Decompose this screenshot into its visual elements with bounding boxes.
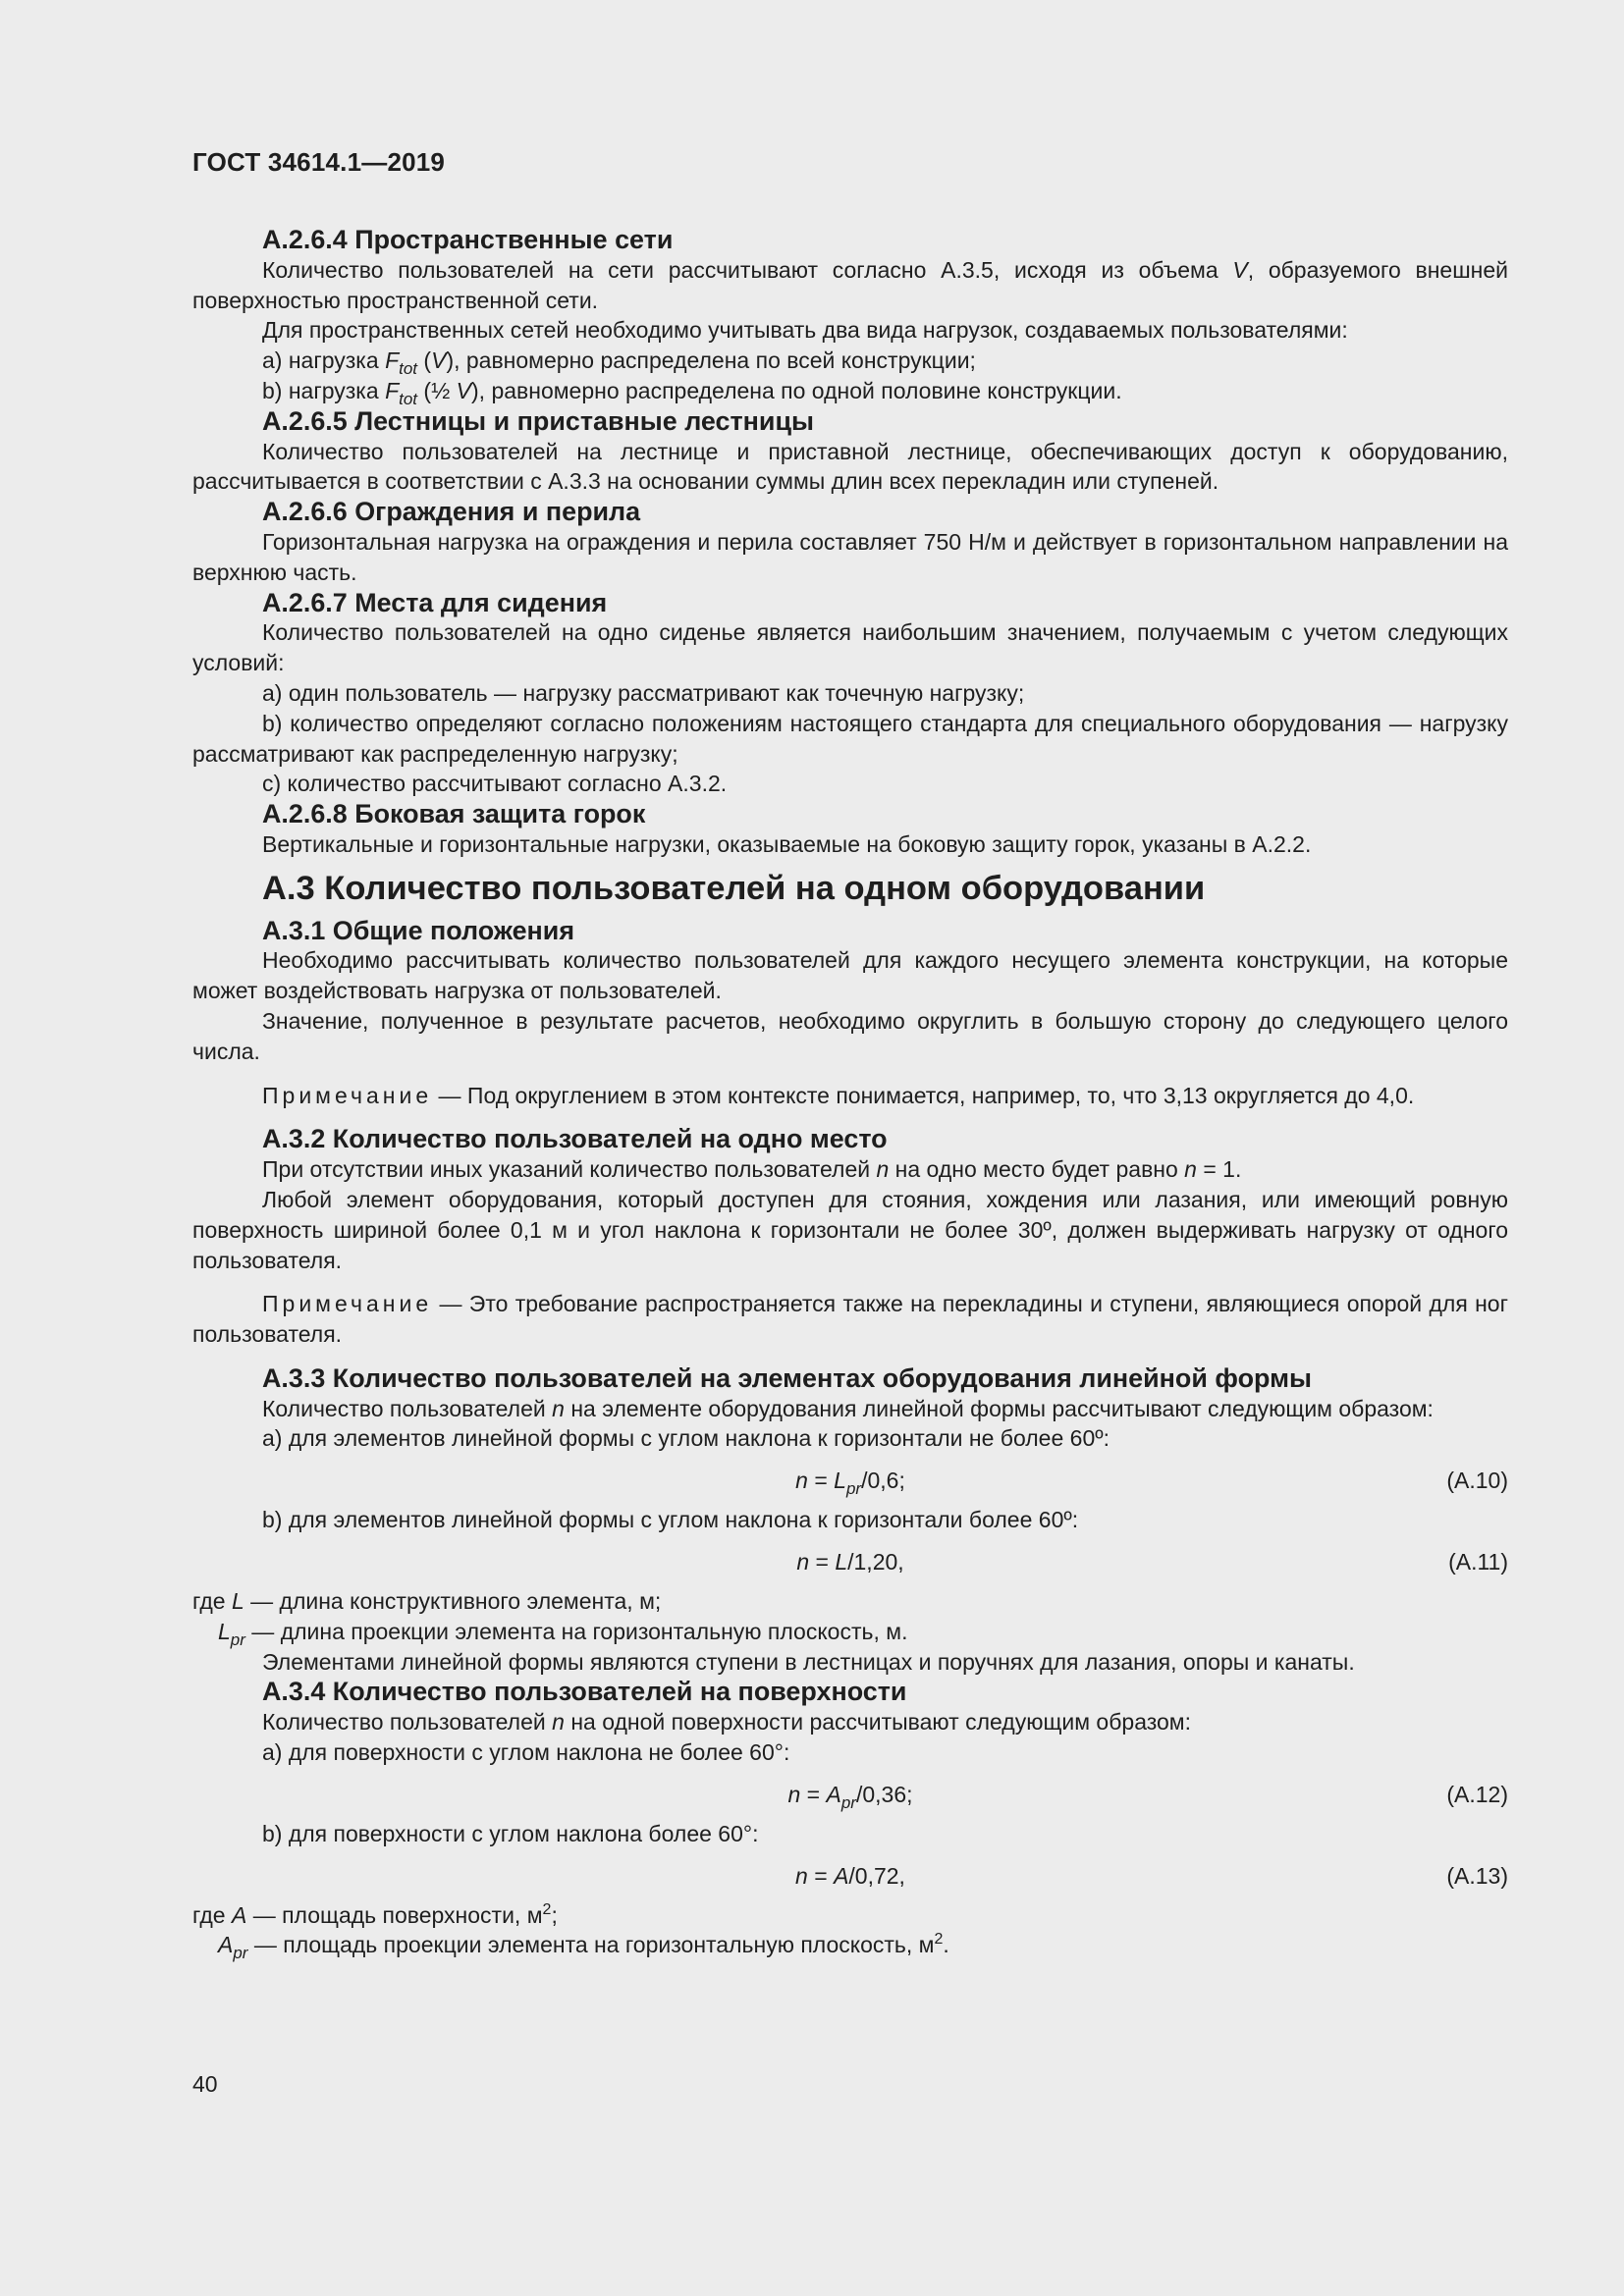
heading-a3: А.3 Количество пользователей на одном оборудовании: [262, 869, 1206, 907]
list-item: a) нагрузка $F_{tot}$ (V), равномерно распределена по всей конструкции;: [262, 347, 976, 379]
heading-a32: А.3.2 Количество пользователей на одно место: [262, 1124, 888, 1154]
heading-a268: А.2.6.8 Боковая защита горок: [262, 799, 646, 829]
note-label: Примечание: [262, 1291, 433, 1317]
paragraph: Необходимо рассчитывать количество пользователей для каждого несущего элемента конструкции, на которые может воздействовать нагрузка от пользователей.: [192, 947, 1508, 1004]
formula-number: (А.13): [1446, 1862, 1508, 1889]
heading-a33: А.3.3 Количество пользователей на элементах оборудования линейной формы: [262, 1362, 1312, 1393]
heading-a266: А.2.6.6 Ограждения и перила: [262, 497, 641, 527]
formula-expression: n = L/1,20,: [796, 1549, 904, 1575]
list-item: b) нагрузка $F_{tot}$ (½ V), равномерно распределена по одной половине конструкции.: [262, 377, 1122, 408]
paragraph: Горизонтальная нагрузка на ограждения и перила составляет 750 Н/м и действует в горизонтальном направлении на верхнюю часть.: [192, 528, 1508, 585]
formula-a12: [192, 1772, 1508, 1817]
paragraph: Количество пользователей на лестнице и приставной лестнице, обеспечивающих доступ к оборудованию, рассчитывается в соответствии с А.3.3 на основании суммы длин всех перекладин или ступеней.: [192, 438, 1508, 495]
where-clause: $A_{pr}$ — площадь проекции элемента на горизонтальную плоскость, $м^2$.: [218, 1931, 949, 1963]
document-header: ГОСТ 34614.1—2019: [192, 147, 446, 177]
note: [192, 1289, 1508, 1350]
paragraph: Для пространственных сетей необходимо учитывать два вида нагрузок, создаваемых пользователями:: [262, 317, 1348, 344]
paragraph: При отсутствии иных указаний количество пользователей n на одно место будет равно n = 1.: [262, 1156, 1242, 1183]
paragraph: Вертикальные и горизонтальные нагрузки, оказываемые на боковую защиту горок, указаны в А.2.2.: [262, 830, 1312, 857]
formula-number: (А.10): [1446, 1468, 1508, 1494]
formula-number: (А.12): [1446, 1781, 1508, 1807]
formula-a10: [192, 1458, 1508, 1503]
document-body: [192, 225, 1508, 1963]
where-clause: где A — площадь поверхности, $м^2$;: [192, 1900, 558, 1928]
heading-a264: А.2.6.4 Пространственные сети: [262, 225, 674, 254]
formula-expression: n = A/0,72,: [795, 1862, 905, 1889]
formula-a13: [192, 1853, 1508, 1898]
page-number: 40: [192, 2071, 218, 2097]
list-item: a) для поверхности с углом наклона не более 60°:: [262, 1739, 790, 1766]
list-item: b) количество определяют согласно положениям настоящего стандарта для специального оборудования — нагрузку рассматривают как распределенную нагрузку;: [192, 710, 1508, 767]
paragraph: Любой элемент оборудования, который доступен для стояния, хождения или лазания, или имеющий ровную поверхность шириной более 0,1 м и угол наклона к горизонтали не более 30º, должен выдерживать нагрузку от одного пользователя.: [192, 1186, 1508, 1273]
list-item: b) для элементов линейной формы с углом наклона к горизонтали более 60º:: [262, 1507, 1079, 1533]
paragraph: Значение, полученное в результате расчетов, необходимо округлить в большую сторону до следующего целого числа.: [192, 1007, 1508, 1064]
formula-expression: $n = L_{pr}/0,6$;: [795, 1468, 905, 1499]
heading-a31: А.3.1 Общие положения: [262, 915, 575, 945]
where-clause: где L — длина конструктивного элемента, м;: [192, 1588, 662, 1615]
list-item: a) один пользователь — нагрузку рассматривают как точечную нагрузку;: [262, 679, 1025, 706]
heading-a267: А.2.6.7 Места для сидения: [262, 587, 608, 617]
list-item: b) для поверхности с углом наклона более 60°:: [262, 1820, 759, 1846]
paragraph: Количество пользователей на сети рассчитывают согласно А.3.5, исходя из объема V, образуемого внешней поверхностью пространственной сети.: [192, 256, 1508, 313]
where-clause: $L_{pr}$ — длина проекции элемента на горизонтальную плоскость, м.: [218, 1618, 908, 1649]
heading-a265: А.2.6.5 Лестницы и приставные лестницы: [262, 405, 814, 436]
formula-a11: [192, 1539, 1508, 1584]
note-text: — Это требование распространяется также на перекладины и ступени, являющиеся опорой для ног пользователя.: [192, 1291, 1508, 1348]
formula-expression: $n = A_{pr}/0,36$;: [787, 1781, 913, 1812]
list-item: a) для элементов линейной формы с углом наклона к горизонтали не более 60º:: [262, 1425, 1110, 1452]
note-label: Примечание: [262, 1082, 433, 1108]
note: [192, 1081, 1508, 1111]
paragraph: Количество пользователей n на одной поверхности рассчитывают следующим образом:: [262, 1709, 1192, 1735]
paragraph: Количество пользователей n на элементе оборудования линейной формы рассчитывают следующим образом:: [262, 1395, 1434, 1421]
note-text: — Под округлением в этом контексте понимается, например, то, что 3,13 округляется до 4,0.: [432, 1082, 1415, 1108]
paragraph: Элементами линейной формы являются ступени в лестницах и поручнях для лазания, опоры и канаты.: [262, 1648, 1355, 1675]
paragraph: Количество пользователей на одно сиденье является наибольшим значением, получаемым с учетом следующих условий:: [192, 619, 1508, 676]
formula-number: (А.11): [1448, 1549, 1508, 1575]
list-item: c) количество рассчитывают согласно А.3.2.: [262, 771, 728, 797]
heading-a34: А.3.4 Количество пользователей на поверхности: [262, 1677, 907, 1707]
